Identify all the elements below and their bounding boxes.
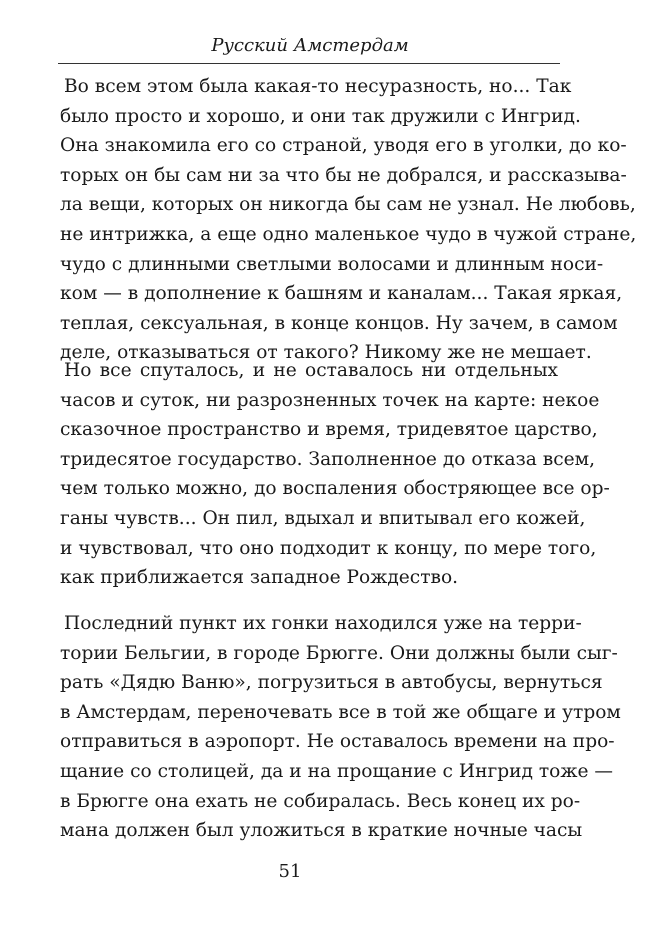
header-rule (58, 63, 560, 64)
paragraph-line: часов и суток, ни разрозненных точек на карте: некое (60, 389, 600, 411)
paragraph-line: и чувствовал, что оно подходит к концу, по мере того, (60, 537, 597, 559)
running-header: Русский Амстердам (211, 35, 409, 56)
paragraph-line: ла вещи, которых он никогда бы сам не узнал. Не любовь, (60, 194, 636, 216)
paragraph-line: ганы чувств... Он пил, вдыхал и впитывал его кожей, (60, 507, 586, 529)
paragraph-line: сказочное пространство и время, тридевятое царство, (60, 419, 598, 441)
paragraph-1 (60, 72, 637, 368)
paragraph-line: тории Бельгии, в городе Брюгге. Они должны были сыг- (60, 642, 618, 664)
paragraph-line: щание со столицей, да и на прощание с Ингрид тоже — (60, 760, 613, 782)
paragraph-line: было просто и хорошо, и они так дружили с Ингрид. (60, 105, 581, 127)
page-number: 51 (278, 861, 302, 882)
paragraph-line: Но все спуталось, и не оставалось ни отдельных (64, 360, 558, 381)
paragraph-line: торых он бы сам ни за что бы не добрался, и рассказыва- (60, 164, 627, 186)
paragraph-line: не интрижка, а еще одно маленькое чудо в чужой стране, (60, 223, 637, 245)
paragraph-line: чудо с длинными светлыми волосами и длинным носи- (60, 253, 604, 275)
paragraph-line: в Амстердам, переночевать все в той же общаге и утром (60, 701, 621, 723)
paragraph-line: отправиться в аэропорт. Не оставалось времени на про- (60, 731, 615, 753)
paragraph-3 (60, 609, 621, 846)
paragraph-2 (60, 356, 610, 593)
paragraph-line: Последний пункт их гонки находился уже на терри- (64, 613, 582, 634)
paragraph-line: как приближается западное Рождество. (60, 567, 459, 589)
paragraph-line: Она знакомила его со страной, уводя его в уголки, до ко- (60, 135, 627, 157)
paragraph-line: рать «Дядю Ваню», погрузиться в автобусы, вернуться (60, 672, 603, 694)
paragraph-line: деле, отказываться от такого? Никому же не мешает. (60, 342, 592, 364)
paragraph-line: в Брюгге она ехать не собиралась. Весь конец их ро- (60, 790, 581, 812)
paragraph-line: Во всем этом была какая-то несуразность, но... Так (64, 76, 572, 97)
paragraph-line: тридесятое государство. Заполненное до отказа всем, (60, 448, 595, 470)
paragraph-line: чем только можно, до воспаления обостряющее все ор- (60, 478, 610, 500)
paragraph-line: ком — в дополнение к башням и каналам... Такая яркая, (60, 283, 623, 305)
paragraph-line: теплая, сексуальная, в конце концов. Ну зачем, в самом (60, 312, 618, 334)
paragraph-line: мана должен был уложиться в краткие ночные часы (60, 820, 583, 842)
